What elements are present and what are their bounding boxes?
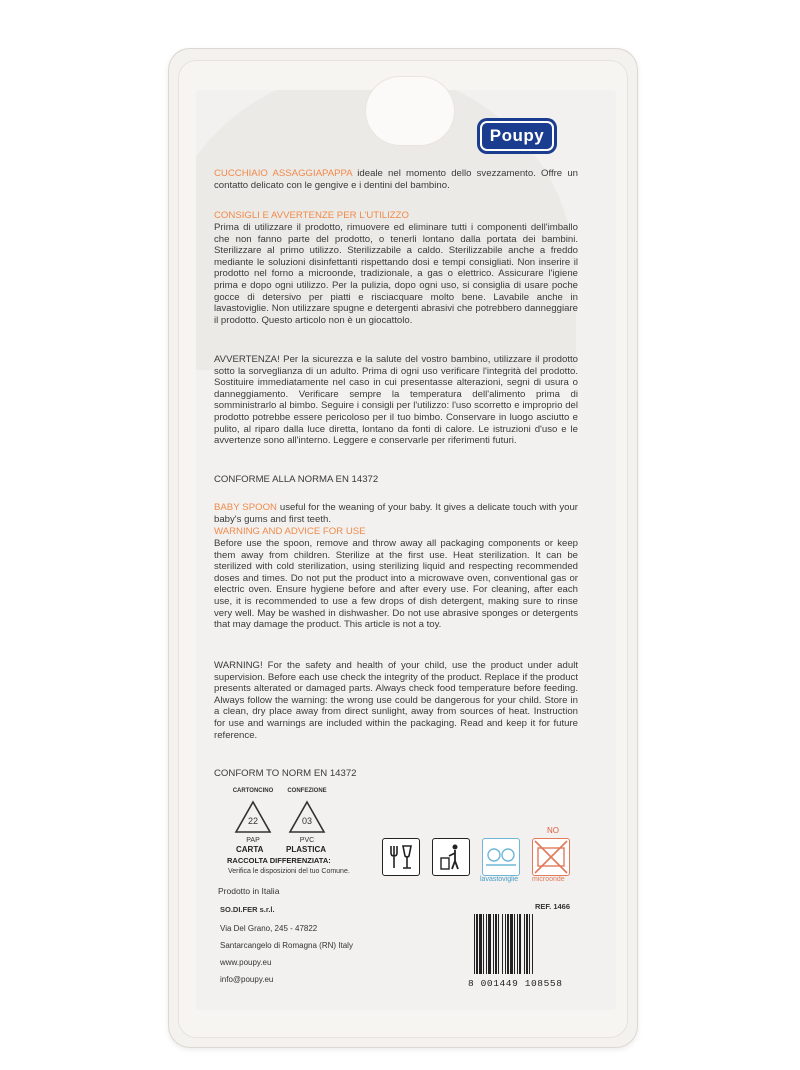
english-intro-text: useful for the weaning of your baby. It gives a delicate touch with your baby's gums and first teeth. (214, 502, 578, 525)
dishwasher-icon (482, 838, 520, 876)
italian-norm: CONFORME ALLA NORMA EN 14372 (214, 474, 379, 485)
italian-intro (214, 168, 578, 191)
recycle-paper-icon (234, 800, 272, 834)
recycle-right-label: PLASTICA (286, 845, 326, 854)
english-warning: WARNING! For the safety and health of your child, use the product under adult supervision. Before each use check the integrity of the product. Replace if the product presents alterated or damaged parts. Always check food temperature before feeding. Always follow the warning: the wrong use could be dangerous for your child. Store in a clean, dry place away from direct sunlight, away from sources of heat. Instruction for use and warnings are included within the packaging. Read and keep it for future reference. (214, 660, 578, 741)
recycle-right-header: CONFEZIONE (287, 788, 327, 794)
english-norm: CONFORM TO NORM EN 14372 (214, 768, 357, 779)
barcode-number: 8 001449 108558 (468, 978, 563, 989)
recycle-right-code: 03 (301, 816, 313, 826)
barcode-icon (472, 912, 572, 976)
recycle-left-header: CARTONCINO (232, 788, 274, 794)
company-web: www.poupy.eu (220, 958, 272, 967)
recycle-plastic-icon (288, 800, 326, 834)
recycle-left-label: CARTA (236, 845, 264, 854)
italian-intro-text: ideale nel momento dello svezzamento. Offre un contatto delicato con le gengive e i dentini del bambino. (214, 168, 578, 191)
no-label: NO (547, 826, 559, 835)
origin-text: Prodotto in Italia (218, 886, 280, 896)
no-microwave-icon (532, 838, 570, 876)
microwave-label: microonde (532, 876, 565, 883)
italian-warning: AVVERTENZA! Per la sicurezza e la salute del vostro bambino, utilizzare il prodotto sotto la sorveglianza di un adulto. Prima di ogni uso verificare l'integrità del prodotto. Sostituire immediatamente nel caso in cui presentasse alterazioni, segni di usura o danneggiamento. Verificare sempre la temperatura dell'alimento prima di somministrarlo al bimbo. Seguire i consigli per l'utilizzo: l'uso scorretto e improprio del prodotto potrebbe essere pericoloso per il tuo bimbo. Conservare in luogo asciutto e pulito, al riparo dalla luce diretta, lontano da fonti di calore. Le istruzioni d'uso e le avvertenze sono all'interno. Leggere e conservarle per riferimenti futuri. (214, 354, 578, 447)
english-intro (214, 502, 578, 525)
italian-advice-body: Prima di utilizzare il prodotto, rimuovere ed eliminare tutti i componenti dell'imballo che non fanno parte del prodotto, o tenerli lontano dalla portata dei bambini. Sterilizzare al primo utilizzo. Sterilizzabile a caldo. Sterilizzabile anche a freddo mediante le soluzioni disinfettanti rispettando dosi e tempi consigliati. Non inserire il prodotto nel forno a microonde, tradizionale, a gas o elettrico. Assicurare l'igiene prima e dopo ogni utilizzo. Per la pulizia, dopo ogni uso, si consiglia di usare poche gocce di detersivo per piatti e risciacquare molto bene. Lavabile anche in lavastoviglie. Non utilizzare spugne e detergenti abrasivi che potrebbero danneggiare il prodotto. Questo articolo non è un giocattolo. (214, 222, 578, 326)
italian-advice-heading: CONSIGLI E AVVERTENZE PER L'UTILIZZO (214, 210, 409, 221)
dishwasher-label: lavastoviglie (480, 876, 519, 883)
english-product-name: BABY SPOON (214, 502, 277, 513)
trash-disposal-icon (432, 838, 470, 876)
company-email: info@poupy.eu (220, 975, 274, 984)
company-name: SO.DI.FER s.r.l. (220, 905, 275, 914)
recycle-left-code: 22 (247, 816, 259, 826)
company-city: Santarcangelo di Romagna (RN) Italy (220, 941, 353, 950)
english-advice-body: Before use the spoon, remove and throw away all packaging components or keep them away from children. Sterilize at the first use. Heat sterilization. It can be sterilized with cold sterilization, using sterilizing liquid and respecting recommended doses and times. Do not put the product into a microwave oven, conventional gas or electric oven. Ensure hygiene before and after every use. For cleaning, after each use, it is recommended to use a few drops of dish detergent, making sure to rinse very well. May be washed in dishwasher. Do not use abrasive sponges or detergents that may damage the product. This article is not a toy. (214, 538, 578, 631)
recycle-right-material: PVC (299, 837, 315, 844)
hang-hole (365, 76, 455, 146)
english-advice-heading: WARNING AND ADVICE FOR USE (214, 526, 366, 537)
company-street: Via Del Grano, 245 - 47822 (220, 924, 318, 933)
recycle-left-material: PAP (246, 837, 260, 844)
ref-code: REF. 1466 (535, 902, 571, 911)
recycle-collection-note: Verifica le disposizioni del tuo Comune. (228, 868, 350, 875)
food-contact-icon (382, 838, 420, 876)
recycle-collection: RACCOLTA DIFFERENZIATA: (227, 856, 331, 865)
italian-product-name: CUCCHIAIO ASSAGGIAPAPPA (214, 168, 353, 179)
brand-logo: Poupy (480, 121, 554, 151)
